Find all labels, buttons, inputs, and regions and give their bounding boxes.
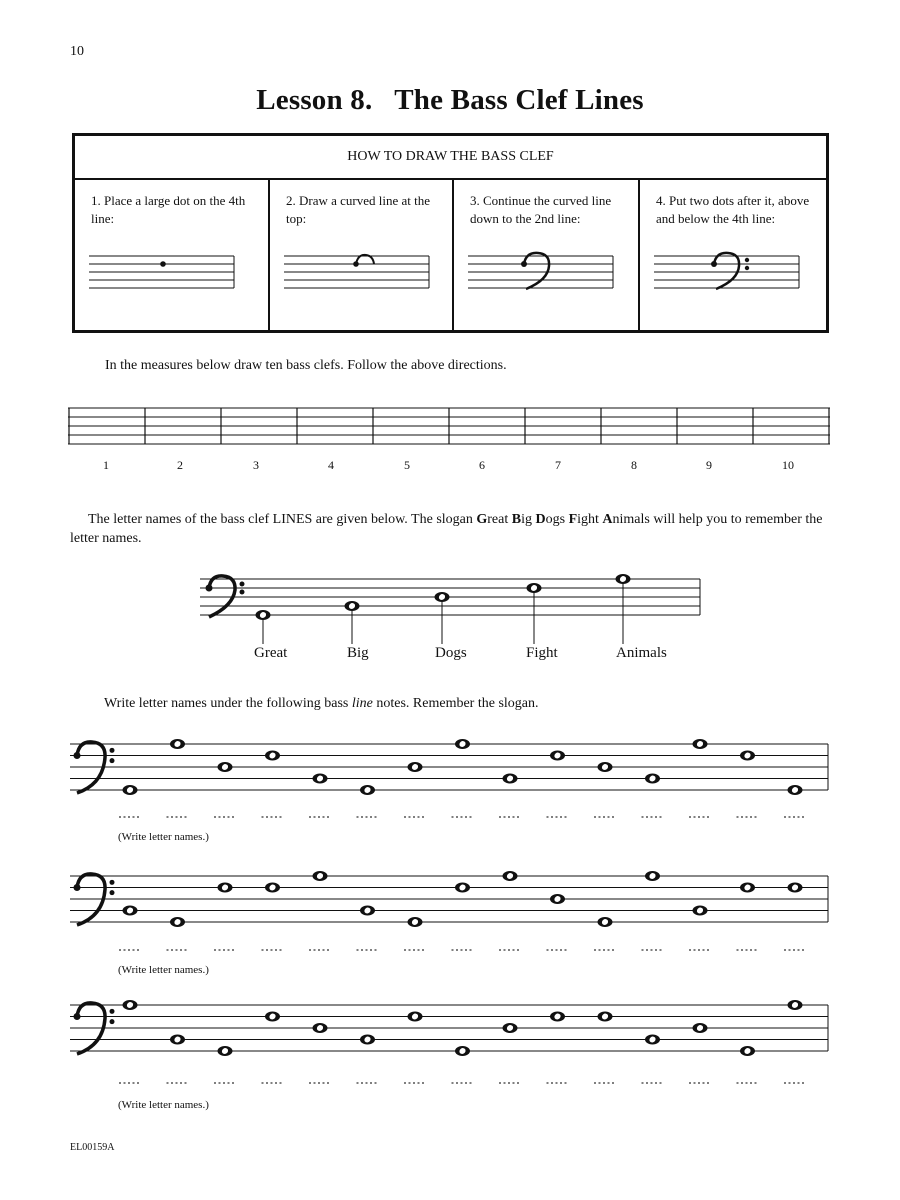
step-1 [75,178,270,330]
measure-number: 1 [103,458,109,472]
whole-note [645,774,660,784]
whole-note [313,1023,328,1033]
step-1-text: 1. Place a large dot on the 4th line: [91,193,246,226]
how-to-header: HOW TO DRAW THE BASS CLEF [75,136,826,180]
whole-note [455,739,470,749]
whole-note [170,917,185,927]
whole-note [256,610,271,620]
whole-note [645,871,660,881]
whole-note [218,762,233,772]
whole-note [616,574,631,584]
page-number: 10 [70,44,84,59]
whole-note [645,1035,660,1045]
whole-note [435,592,450,602]
slogan-word-animals: Animals [616,645,667,661]
whole-note [265,1012,280,1022]
how-to-draw-box [72,133,829,333]
measure-number: 5 [404,458,410,472]
whole-note [408,1012,423,1022]
slogan-word-fight: Fight [526,645,558,661]
whole-note [598,917,613,927]
lesson-title: Lesson 8. The Bass Clef Lines [256,84,644,116]
blanks-row-3[interactable] [68,1071,832,1095]
practice-staff[interactable] [68,402,832,454]
whole-note [408,762,423,772]
measure-number: 2 [177,458,183,472]
write-label-3: (Write letter names.) [118,1099,209,1111]
step-3-text: 3. Continue the curved line down to the 2nd line: [470,193,612,226]
whole-note [218,1046,233,1056]
whole-note [123,785,138,795]
step-4 [640,178,826,330]
write-label-2: (Write letter names.) [118,964,209,976]
whole-note [740,751,755,761]
whole-note [345,601,360,611]
whole-note [265,883,280,893]
step-4-text: 4. Put two dots after it, above and below the 4th line: [656,193,810,226]
footer-code: EL00159A [70,1142,115,1153]
blanks-row-2[interactable] [68,938,832,962]
whole-note [527,583,542,593]
whole-note [693,739,708,749]
blanks-row-1[interactable] [68,805,832,829]
whole-note [598,1012,613,1022]
whole-note [170,1035,185,1045]
whole-note [360,906,375,916]
step-2 [270,178,454,330]
step-4-staff [654,248,804,300]
whole-note [550,1012,565,1022]
slogan-word-dogs: Dogs [435,645,467,661]
whole-note [503,774,518,784]
step-2-text: 2. Draw a curved line at the top: [286,193,431,226]
measure-number: 9 [706,458,712,472]
whole-note [123,1000,138,1010]
step-3-staff [468,248,618,300]
measure-number: 6 [479,458,485,472]
slogan-word-big: Big [347,645,369,661]
bass-clef-icon [206,576,245,617]
whole-note [360,1035,375,1045]
whole-note [788,785,803,795]
measure-number: 4 [328,458,334,472]
whole-note [455,1046,470,1056]
whole-note [455,883,470,893]
whole-note [218,883,233,893]
whole-note [408,917,423,927]
whole-note [313,871,328,881]
instruction-draw-clefs: In the measures below draw ten bass clefs. Follow the above directions. [105,358,507,373]
exercise-staff-1 [68,736,832,800]
slogan-word-great: Great [254,645,288,661]
measure-number: 8 [631,458,637,472]
whole-note [740,883,755,893]
whole-note [265,751,280,761]
exercise-staff-3 [68,997,832,1061]
step-3 [454,178,640,330]
write-label-1: (Write letter names.) [118,831,209,843]
measure-number: 7 [555,458,561,472]
whole-note [598,762,613,772]
whole-note [788,883,803,893]
whole-note [503,871,518,881]
slogan-paragraph: The letter names of the bass clef LINES are given below. The slogan Great Big Dogs Fight Animals will help you to remember the letter names. [70,512,823,546]
whole-note [693,1023,708,1033]
whole-note [360,785,375,795]
whole-note [170,739,185,749]
whole-note [503,1023,518,1033]
step-2-staff [284,248,434,300]
measure-number: 10 [782,458,794,472]
whole-note [313,774,328,784]
instruction-write-names: Write letter names under the following bass line notes. Remember the slogan. [104,696,539,711]
whole-note [693,906,708,916]
slogan-staff [195,560,707,646]
whole-note [788,1000,803,1010]
whole-note [550,894,565,904]
step-1-staff [89,248,239,300]
measure-number: 3 [253,458,259,472]
whole-note [550,751,565,761]
whole-note [740,1046,755,1056]
whole-note [123,906,138,916]
exercise-staff-2 [68,868,832,932]
